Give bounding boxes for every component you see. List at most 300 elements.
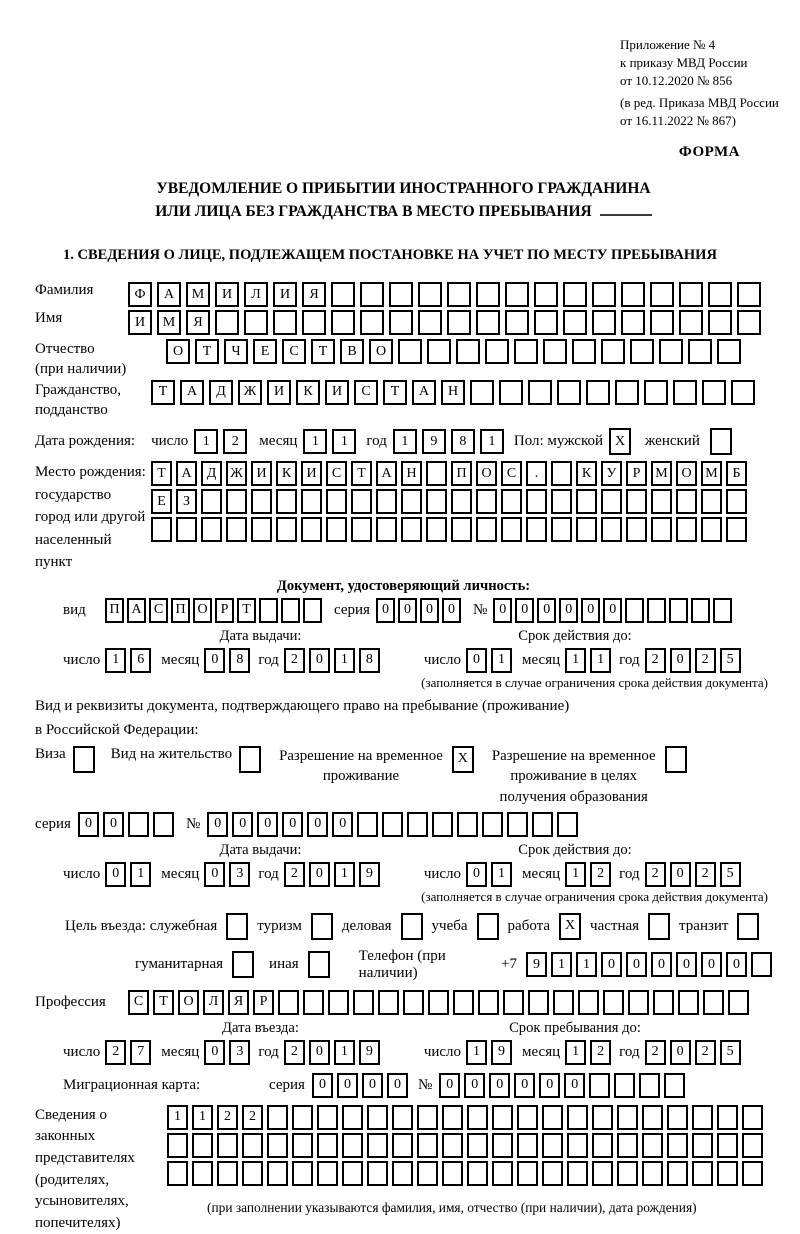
cell[interactable] [592,1133,613,1158]
doc-valid-year-cells[interactable] [645,648,741,673]
cell[interactable] [651,489,672,514]
cell[interactable] [215,310,239,335]
cell[interactable]: А [127,598,146,623]
cell[interactable] [467,1161,488,1186]
cell[interactable] [567,1133,588,1158]
cell[interactable]: Р [215,598,234,623]
cell[interactable]: 0 [701,952,722,977]
cell[interactable]: К [296,380,320,405]
cell[interactable] [485,339,509,364]
cell[interactable]: С [501,461,522,486]
cell[interactable] [278,990,299,1015]
purpose-humanitarian-checkbox[interactable] [232,951,254,978]
cell[interactable] [492,1161,513,1186]
cell[interactable] [651,517,672,542]
cell[interactable] [367,1161,388,1186]
cell[interactable] [679,282,703,307]
cell[interactable]: 0 [204,862,225,887]
cell[interactable]: 0 [564,1073,585,1098]
cell[interactable]: Е [253,339,277,364]
cell[interactable] [601,339,625,364]
cell[interactable]: 2 [284,648,305,673]
cell[interactable]: 0 [387,1073,408,1098]
cell[interactable]: Л [244,282,268,307]
cell[interactable]: Р [253,990,274,1015]
cell[interactable] [342,1105,363,1130]
cell[interactable] [326,489,347,514]
cell[interactable]: З [176,489,197,514]
cell[interactable]: 2 [105,1040,126,1065]
cell[interactable]: 1 [576,952,597,977]
cell[interactable] [244,310,268,335]
cell[interactable] [267,1133,288,1158]
cell[interactable]: 3 [229,1040,250,1065]
cell[interactable]: Т [311,339,335,364]
cell[interactable]: 2 [695,1040,716,1065]
cell[interactable] [653,990,674,1015]
cell[interactable]: 1 [167,1105,188,1130]
cell[interactable] [292,1161,313,1186]
cell[interactable]: 0 [420,598,439,623]
cell[interactable] [267,1161,288,1186]
cell[interactable]: 1 [590,648,611,673]
cell[interactable]: Т [151,380,175,405]
cell[interactable] [717,1105,738,1130]
cell[interactable] [167,1161,188,1186]
cell[interactable]: Д [201,461,222,486]
cell[interactable] [742,1105,763,1130]
cell[interactable] [301,517,322,542]
cell[interactable]: 9 [359,1040,380,1065]
cell[interactable]: 0 [78,812,99,837]
cell[interactable] [592,1161,613,1186]
cell[interactable]: О [178,990,199,1015]
cell[interactable]: 0 [651,952,672,977]
doc-valid-month-cells[interactable] [565,648,611,673]
entry-month-cells[interactable] [204,1040,250,1065]
representatives-cells-2[interactable] [167,1133,763,1158]
citizenship-cells[interactable] [151,380,755,405]
cell[interactable] [517,1105,538,1130]
cell[interactable] [703,990,724,1015]
cell[interactable]: 1 [334,1040,355,1065]
cell[interactable]: 2 [695,648,716,673]
cell[interactable] [592,310,616,335]
stay-month-cells[interactable] [565,1040,611,1065]
cell[interactable] [317,1161,338,1186]
birthplace-cells-3[interactable] [151,517,747,542]
cell[interactable]: 7 [130,1040,151,1065]
doc-number-cells[interactable] [493,598,732,623]
temp-residence-checkbox[interactable]: X [452,746,474,773]
cell[interactable]: О [193,598,212,623]
cell[interactable] [128,812,149,837]
cell[interactable]: К [276,461,297,486]
cell[interactable] [507,812,528,837]
cell[interactable]: 1 [565,648,586,673]
cell[interactable]: 1 [551,952,572,977]
cell[interactable] [726,489,747,514]
cell[interactable]: С [326,461,347,486]
cell[interactable]: 0 [442,598,461,623]
cell[interactable] [417,1161,438,1186]
cell[interactable]: 0 [670,862,691,887]
cell[interactable] [688,339,712,364]
cell[interactable]: С [149,598,168,623]
cell[interactable] [217,1133,238,1158]
cell[interactable]: П [105,598,124,623]
cell[interactable] [392,1105,413,1130]
cell[interactable] [342,1133,363,1158]
cell[interactable] [378,990,399,1015]
cell[interactable] [401,517,422,542]
cell[interactable] [267,1105,288,1130]
cell[interactable]: Ф [128,282,152,307]
cell[interactable] [551,461,572,486]
cell[interactable]: 0 [676,952,697,977]
cell[interactable] [708,282,732,307]
birth-year-cells[interactable] [393,429,504,454]
cell[interactable]: 2 [645,862,666,887]
cell[interactable] [417,1133,438,1158]
cell[interactable]: 0 [309,862,330,887]
cell[interactable]: К [576,461,597,486]
cell[interactable] [626,517,647,542]
permit-series-cells[interactable] [78,812,174,837]
cell[interactable]: Ж [226,461,247,486]
cell[interactable]: И [301,461,322,486]
purpose-official-checkbox[interactable] [226,913,248,940]
cell[interactable]: П [451,461,472,486]
cell[interactable]: 2 [223,429,247,454]
sex-female-checkbox[interactable] [710,428,732,455]
cell[interactable] [692,1161,713,1186]
cell[interactable] [251,517,272,542]
permit-number-cells[interactable] [207,812,578,837]
cell[interactable] [626,489,647,514]
cell[interactable]: С [128,990,149,1015]
cell[interactable]: 2 [217,1105,238,1130]
cell[interactable] [392,1161,413,1186]
cell[interactable]: 0 [282,812,303,837]
cell[interactable] [476,517,497,542]
cell[interactable] [625,598,644,623]
cell[interactable]: 1 [480,429,504,454]
cell[interactable]: 1 [192,1105,213,1130]
cell[interactable]: 0 [105,862,126,887]
cell[interactable] [742,1161,763,1186]
entry-day-cells[interactable] [105,1040,151,1065]
cell[interactable]: 0 [362,1073,383,1098]
cell[interactable]: 0 [307,812,328,837]
cell[interactable]: А [157,282,181,307]
cell[interactable]: Е [151,489,172,514]
cell[interactable] [303,598,322,623]
cell[interactable] [453,990,474,1015]
cell[interactable] [389,282,413,307]
cell[interactable] [353,990,374,1015]
cell[interactable]: 0 [670,1040,691,1065]
permit-issue-month-cells[interactable] [204,862,250,887]
cell[interactable]: Т [383,380,407,405]
cell[interactable] [534,310,558,335]
cell[interactable] [701,517,722,542]
cell[interactable]: 0 [204,648,225,673]
cell[interactable]: 1 [130,862,151,887]
cell[interactable] [505,310,529,335]
cell[interactable] [470,380,494,405]
cell[interactable] [432,812,453,837]
cell[interactable]: М [651,461,672,486]
stay-year-cells[interactable] [645,1040,741,1065]
doc-issue-year-cells[interactable] [284,648,380,673]
cell[interactable] [601,489,622,514]
cell[interactable] [276,517,297,542]
cell[interactable] [592,1105,613,1130]
doc-kind-cells[interactable] [105,598,322,623]
cell[interactable]: Н [401,461,422,486]
cell[interactable]: 9 [491,1040,512,1065]
cell[interactable]: 9 [422,429,446,454]
cell[interactable] [717,1161,738,1186]
cell[interactable] [639,1073,660,1098]
cell[interactable]: Ж [238,380,262,405]
cell[interactable]: 0 [670,648,691,673]
cell[interactable]: 0 [309,648,330,673]
permit-valid-day-cells[interactable] [466,862,512,887]
cell[interactable] [367,1133,388,1158]
cell[interactable]: И [325,380,349,405]
cell[interactable] [642,1105,663,1130]
cell[interactable]: Р [626,461,647,486]
cell[interactable] [226,489,247,514]
cell[interactable] [407,812,428,837]
doc-issue-month-cells[interactable] [204,648,250,673]
cell[interactable] [621,282,645,307]
cell[interactable] [669,598,688,623]
cell[interactable] [499,380,523,405]
cell[interactable]: 2 [645,1040,666,1065]
cell[interactable]: А [176,461,197,486]
cell[interactable] [692,1133,713,1158]
cell[interactable]: 2 [590,862,611,887]
cell[interactable]: 0 [439,1073,460,1098]
cell[interactable]: 8 [451,429,475,454]
cell[interactable]: Т [151,461,172,486]
cell[interactable]: Ч [224,339,248,364]
cell[interactable] [542,1161,563,1186]
cell[interactable] [451,517,472,542]
cell[interactable]: И [267,380,291,405]
cell[interactable] [501,517,522,542]
cell[interactable]: 1 [466,1040,487,1065]
cell[interactable] [447,282,471,307]
cell[interactable]: А [412,380,436,405]
cell[interactable] [528,380,552,405]
cell[interactable] [392,1133,413,1158]
cell[interactable] [351,489,372,514]
cell[interactable]: 2 [590,1040,611,1065]
cell[interactable]: 5 [720,1040,741,1065]
cell[interactable] [628,990,649,1015]
cell[interactable]: 1 [105,648,126,673]
representatives-cells-1[interactable] [167,1105,763,1130]
cell[interactable] [242,1161,263,1186]
birthplace-cells-2[interactable] [151,489,747,514]
cell[interactable] [630,339,654,364]
cell[interactable] [442,1161,463,1186]
cell[interactable] [557,380,581,405]
cell[interactable] [617,1133,638,1158]
permit-issue-year-cells[interactable] [284,862,380,887]
cell[interactable]: 0 [464,1073,485,1098]
cell[interactable] [751,952,772,977]
cell[interactable] [642,1133,663,1158]
cell[interactable] [151,517,172,542]
cell[interactable] [476,310,500,335]
cell[interactable]: П [171,598,190,623]
cell[interactable]: 1 [332,429,356,454]
cell[interactable]: 0 [337,1073,358,1098]
cell[interactable] [303,990,324,1015]
cell[interactable]: И [251,461,272,486]
doc-issue-day-cells[interactable] [105,648,151,673]
purpose-private-checkbox[interactable] [648,913,670,940]
cell[interactable]: Я [302,282,326,307]
cell[interactable] [586,380,610,405]
permit-issue-day-cells[interactable] [105,862,151,887]
name-cells[interactable] [128,310,761,335]
visa-checkbox[interactable] [73,746,95,773]
birth-day-cells[interactable] [194,429,247,454]
cell[interactable]: В [340,339,364,364]
cell[interactable]: 0 [537,598,556,623]
cell[interactable] [505,282,529,307]
cell[interactable]: 0 [309,1040,330,1065]
purpose-tourism-checkbox[interactable] [311,913,333,940]
cell[interactable]: О [476,461,497,486]
cell[interactable] [650,282,674,307]
patronymic-cells[interactable] [166,339,741,364]
cell[interactable]: М [701,461,722,486]
cell[interactable] [217,1161,238,1186]
cell[interactable]: 2 [284,1040,305,1065]
cell[interactable]: 9 [526,952,547,977]
birthplace-cells-1[interactable] [151,461,747,486]
permit-valid-year-cells[interactable] [645,862,741,887]
cell[interactable]: Т [351,461,372,486]
cell[interactable]: 0 [466,862,487,887]
cell[interactable] [447,310,471,335]
cell[interactable] [226,517,247,542]
cell[interactable]: 0 [257,812,278,837]
surname-cells[interactable] [128,282,761,307]
cell[interactable]: 0 [493,598,512,623]
cell[interactable] [576,517,597,542]
doc-valid-day-cells[interactable] [466,648,512,673]
cell[interactable] [382,812,403,837]
cell[interactable]: Я [186,310,210,335]
cell[interactable] [401,489,422,514]
cell[interactable] [542,1133,563,1158]
cell[interactable] [551,517,572,542]
cell[interactable] [201,517,222,542]
cell[interactable] [428,990,449,1015]
birth-month-cells[interactable] [303,429,356,454]
cell[interactable] [317,1133,338,1158]
cell[interactable] [418,282,442,307]
purpose-business-checkbox[interactable] [401,913,423,940]
cell[interactable] [276,489,297,514]
cell[interactable] [517,1161,538,1186]
cell[interactable] [351,517,372,542]
cell[interactable] [326,517,347,542]
cell[interactable] [567,1105,588,1130]
cell[interactable]: 0 [539,1073,560,1098]
cell[interactable]: Н [441,380,465,405]
cell[interactable] [692,1105,713,1130]
cell[interactable]: 0 [312,1073,333,1098]
cell[interactable] [317,1105,338,1130]
cell[interactable]: 1 [565,862,586,887]
cell[interactable]: С [282,339,306,364]
cell[interactable] [360,282,384,307]
cell[interactable] [647,598,666,623]
representatives-cells-3[interactable] [167,1161,763,1186]
cell[interactable]: Д [209,380,233,405]
cell[interactable] [457,812,478,837]
cell[interactable]: У [601,461,622,486]
cell[interactable] [501,489,522,514]
cell[interactable]: 5 [720,648,741,673]
cell[interactable] [617,1161,638,1186]
cell[interactable] [726,517,747,542]
cell[interactable] [176,517,197,542]
cell[interactable] [426,517,447,542]
cell[interactable] [418,310,442,335]
purpose-other-checkbox[interactable] [308,951,330,978]
cell[interactable] [650,310,674,335]
cell[interactable] [676,489,697,514]
cell[interactable] [676,517,697,542]
cell[interactable] [576,489,597,514]
cell[interactable]: 5 [720,862,741,887]
cell[interactable] [360,310,384,335]
cell[interactable]: 0 [103,812,124,837]
cell[interactable] [478,990,499,1015]
cell[interactable]: 0 [726,952,747,977]
cell[interactable]: 0 [466,648,487,673]
cell[interactable] [572,339,596,364]
cell[interactable] [492,1105,513,1130]
cell[interactable] [659,339,683,364]
cell[interactable] [328,990,349,1015]
cell[interactable] [526,489,547,514]
cell[interactable] [192,1133,213,1158]
cell[interactable] [557,812,578,837]
cell[interactable] [702,380,726,405]
cell[interactable] [451,489,472,514]
cell[interactable] [664,1073,685,1098]
cell[interactable]: 0 [515,598,534,623]
cell[interactable]: Т [195,339,219,364]
cell[interactable]: 8 [359,648,380,673]
cell[interactable] [701,489,722,514]
cell[interactable] [621,310,645,335]
cell[interactable]: А [180,380,204,405]
cell[interactable] [357,812,378,837]
cell[interactable] [673,380,697,405]
